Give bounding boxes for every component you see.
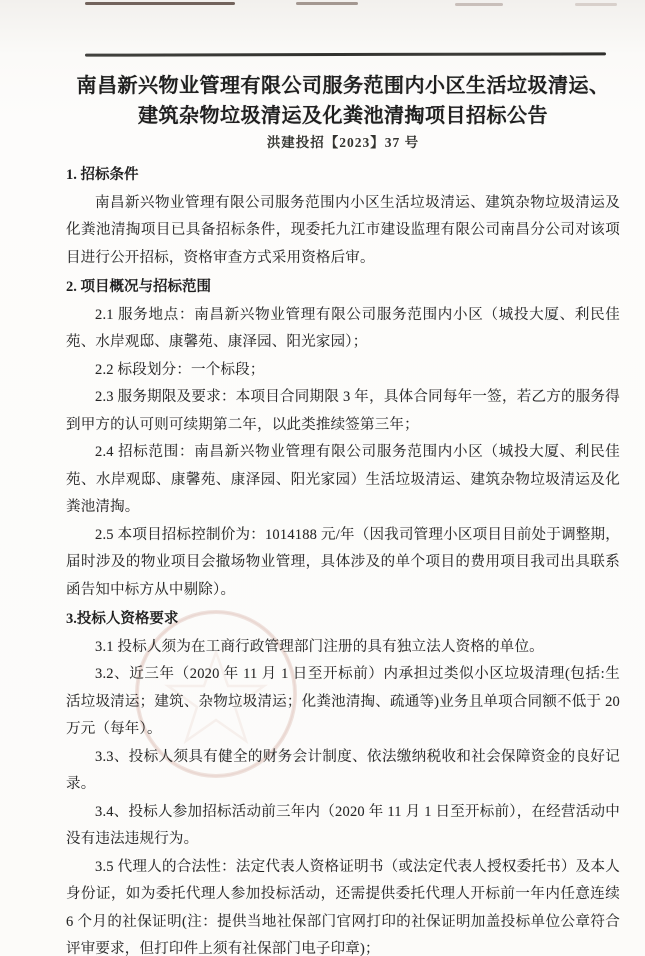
document-body [66,0,620,956]
paragraph: 2.3 服务期限及要求：本项目合同期限 3 年，具体合同每年一签，若乙方的服务得到甲方的认可则可续期第二年，以此类推续签第三年； [66,389,620,433]
document-title [66,71,620,153]
section-3-heading: 3.投标人资格要求 [66,611,179,627]
paragraph: 3.4、投标人参加招标活动前三年内（2020 年 11 月 1 日至开标前），在经营活动中没有违法违规行为。 [66,803,620,847]
paragraph: 3.3、投标人须具有健全的财务会计制度、依法缴纳税收和社会保障资金的良好记录。 [66,748,620,792]
paragraph: 3.1 投标人须为在工商行政管理部门注册的具有独立法人资格的单位。 [95,638,544,655]
paragraph: 2.2 标段划分：一个标段； [95,361,265,378]
section-1-heading: 1. 招标条件 [66,167,139,183]
paragraph: 2.5 本项目招标控制价为：1014188 元/年（因我司管理小区项目目前处于调整期，届时涉及的物业项目会撤场物业管理，具体涉及的单个项目的费用项目我司出具联系函告知中标方从中剔除）。 [66,526,620,598]
document-number: 洪建投招【2023】37 号 [266,135,420,150]
paragraph: 3.2、近三年（2020 年 11 月 1 日至开标前）内承担过类似小区垃圾清理(包括:生活垃圾清运；建筑、杂物垃圾清运；化粪池清掏、疏通等)业务且单项合同额不低于 20 万元（每年）。 [66,666,620,737]
paragraph: 2.1 服务地点：南昌新兴物业管理有限公司服务范围内小区（城投大厦、利民佳苑、水岸观邸、康馨苑、康泽园、阳光家园）； [66,306,620,350]
paragraph: 3.5 代理人的合法性：法定代表人资格证明书（或法定代表人授权委托书）及本人身份证，如为委托代理人参加投标活动，还需提供委托代理人开标前一年内任意连续 6 个月的社保证明(注：提供当地社保部门官网打印的社保证明加盖投标单位公章符合评审要求，但打印件上须有社保部门电子印章)； [66,858,620,956]
title-line-1: 南昌新兴物业管理有限公司服务范围内小区生活垃圾清运、 [76,75,610,97]
paragraph: 南昌新兴物业管理有限公司服务范围内小区生活垃圾清运、建筑杂物垃圾清运及化粪池清掏项目已具备招标条件，现委托九江市建设监理有限公司南昌分公司对该项目进行公开招标，资格审查方式采用资格后审。 [66,194,620,266]
section-2-heading: 2. 项目概况与招标范围 [66,279,211,295]
paragraph: 2.4 招标范围：南昌新兴物业管理有限公司服务范围内小区（城投大厦、利民佳苑、水岸观邸、康馨苑、康泽园、阳光家园）生活垃圾清运、建筑杂物垃圾清运及化粪池清掏。 [66,444,620,515]
title-line-2: 建筑杂物垃圾清运及化粪池清掏项目招标公告 [138,105,548,127]
